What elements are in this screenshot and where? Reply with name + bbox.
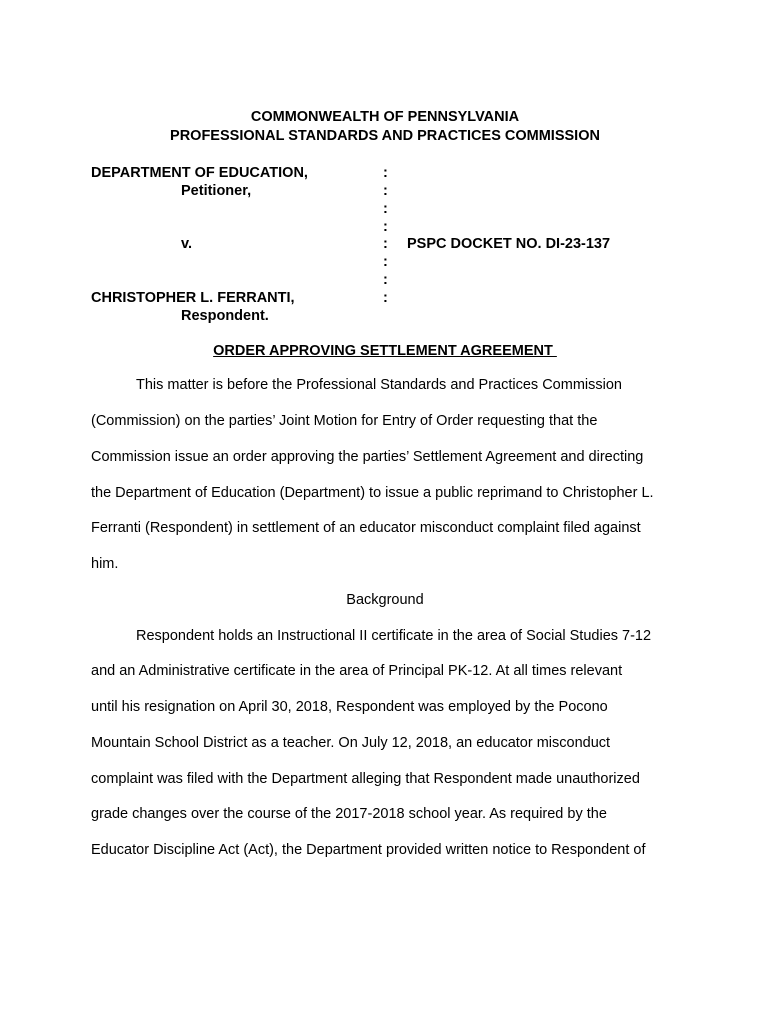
header-commission: PROFESSIONAL STANDARDS AND PRACTICES COMMISSION	[170, 128, 600, 144]
caption-colon: :	[383, 272, 388, 288]
respondent-name: CHRISTOPHER L. FERRANTI,	[91, 290, 295, 306]
intro-line: This matter is before the Professional Standards and Practices Commission	[136, 377, 622, 393]
caption-colon: :	[383, 254, 388, 270]
versus-label: v.	[181, 236, 193, 252]
background-heading: Background	[346, 592, 424, 608]
background-line: until his resignation on April 30, 2018, Respondent was employed by the Pocono	[91, 699, 608, 715]
petitioner-name: DEPARTMENT OF EDUCATION,	[91, 165, 308, 181]
petitioner-role: Petitioner,	[181, 183, 252, 199]
order-title-text: ORDER APPROVING SETTLEMENT AGREEMENT	[213, 343, 557, 359]
background-line: complaint was filed with the Department alleging that Respondent made unauthorized	[91, 771, 640, 787]
intro-line: Ferranti (Respondent) in settlement of an educator misconduct complaint filed against	[91, 520, 641, 536]
docket-number: PSPC DOCKET NO. DI-23-137	[407, 236, 611, 252]
caption-colon: :	[383, 219, 388, 235]
respondent-role: Respondent.	[181, 308, 269, 324]
caption-colon: :	[383, 165, 388, 181]
background-line: Educator Discipline Act (Act), the Department provided written notice to Respondent of	[91, 842, 646, 858]
intro-line: the Department of Education (Department) to issue a public reprimand to Christopher L.	[91, 485, 654, 501]
intro-line: Commission issue an order approving the parties’ Settlement Agreement and directing	[91, 449, 644, 465]
order-title	[0, 342, 770, 360]
background-line: Mountain School District as a teacher. On July 12, 2018, an educator misconduct	[91, 735, 611, 751]
background-line: Respondent holds an Instructional II certificate in the area of Social Studies 7-12	[136, 628, 652, 644]
background-line: grade changes over the course of the 2017-2018 school year. As required by the	[91, 806, 607, 822]
background-line: and an Administrative certificate in the area of Principal PK-12. At all times relevant	[91, 663, 623, 679]
caption-colon: :	[383, 290, 388, 306]
intro-line: (Commission) on the parties’ Joint Motion for Entry of Order requesting that the	[91, 413, 598, 429]
caption-colon: :	[383, 183, 388, 199]
caption-colon: :	[383, 201, 388, 217]
intro-line: him.	[91, 556, 119, 572]
header-commonwealth: COMMONWEALTH OF PENNSYLVANIA	[250, 109, 520, 125]
caption-colon: :	[383, 236, 388, 252]
